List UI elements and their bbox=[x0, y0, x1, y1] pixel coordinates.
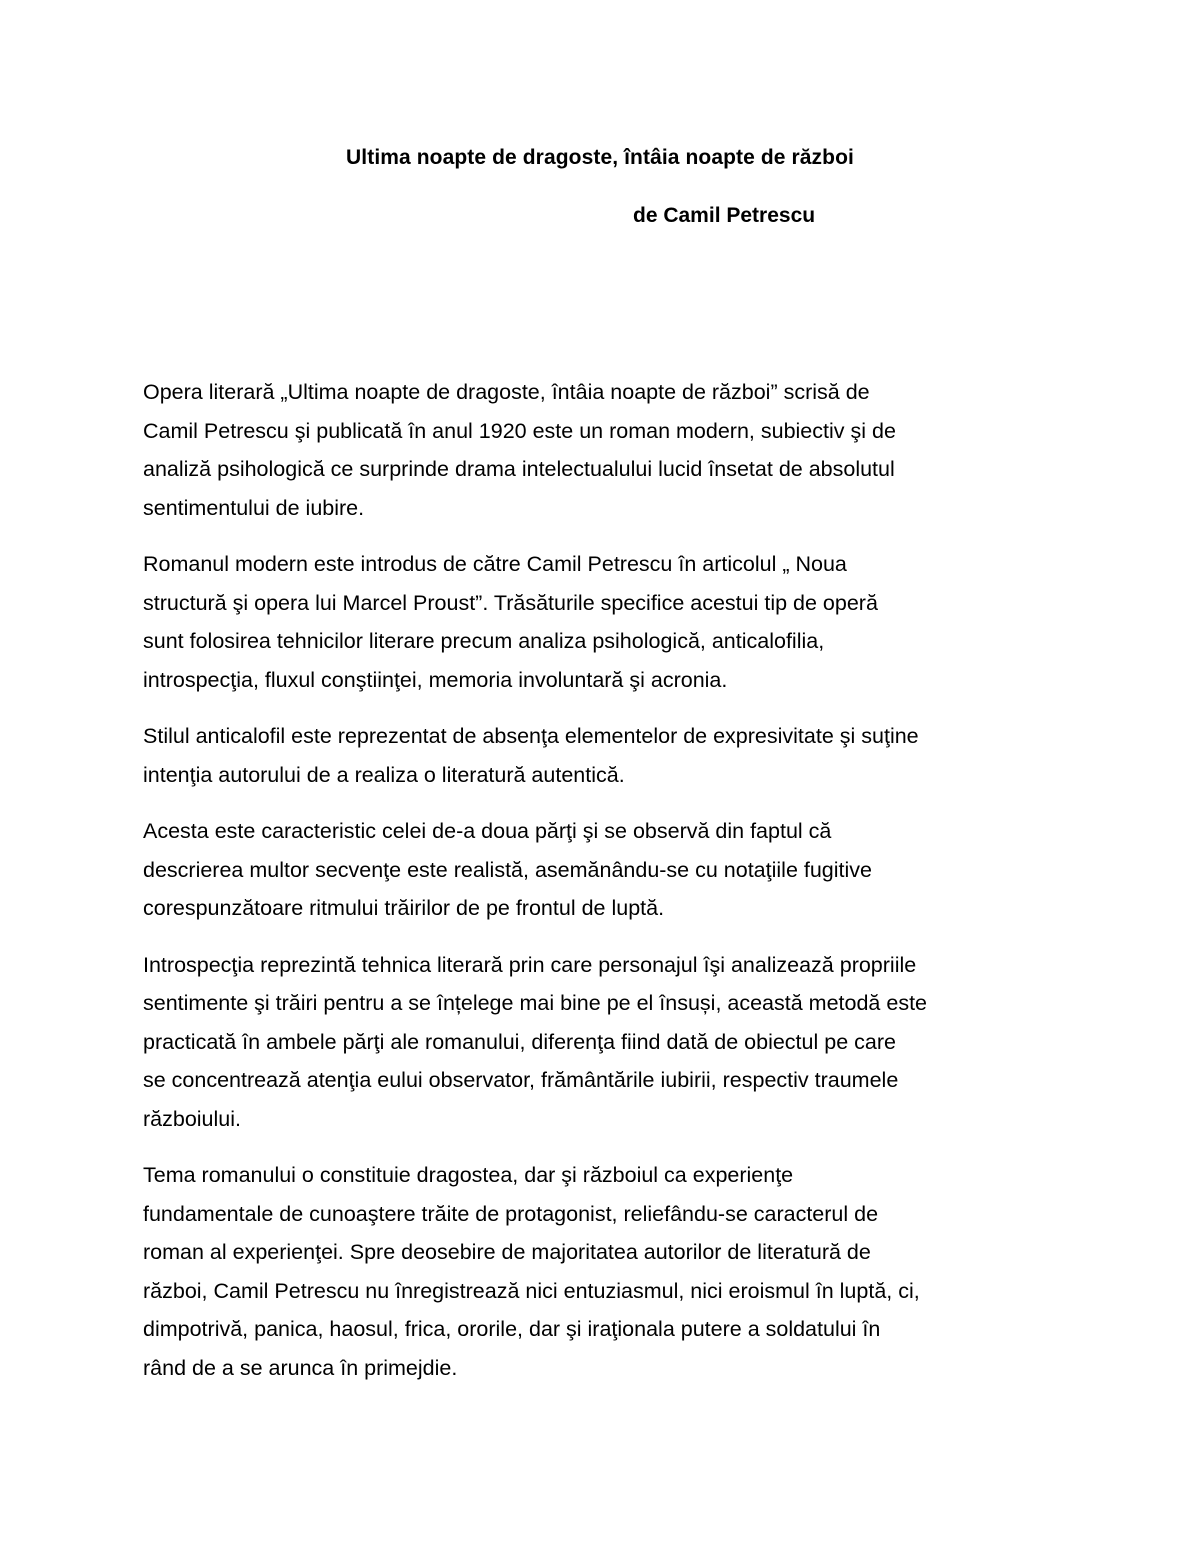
paragraph-line: roman al experienţei. Spre deosebire de majoritatea autorilor de literatură de bbox=[143, 1240, 871, 1264]
paragraph-line: fundamentale de cunoaştere trăite de protagonist, reliefându-se caracterul de bbox=[143, 1201, 879, 1226]
paragraph-6 bbox=[143, 1156, 1063, 1387]
paragraph-line: Acesta este caracteristic celei de-a doua părţi şi se observă din faptul că bbox=[143, 819, 832, 843]
document-title: Ultima noapte de dragoste, întâia noapte de război bbox=[346, 146, 854, 169]
paragraph-line: corespunzătoare ritmului trăirilor de pe frontul de luptă. bbox=[143, 896, 665, 920]
paragraph-line: războiului. bbox=[143, 1106, 241, 1131]
paragraph-line: sunt folosirea tehnicilor literare precum analiza psihologică, anticalofilia, bbox=[143, 629, 825, 653]
paragraph-line: dimpotrivă, panica, haosul, frica, ororile, dar şi iraţionala putere a soldatului în bbox=[143, 1317, 881, 1341]
paragraph-line: Opera literară „Ultima noapte de dragoste, întâia noapte de război” scrisă de bbox=[143, 380, 870, 404]
paragraph-line: analiză psihologică ce surprinde drama intelectualului lucid însetat de absolutul bbox=[143, 457, 895, 481]
paragraph-line: Stilul anticalofil este reprezentat de absenţa elementelor de expresivitate şi suţine bbox=[143, 724, 919, 748]
document-author: de Camil Petrescu bbox=[633, 204, 816, 227]
document-body bbox=[143, 373, 1063, 1405]
paragraph-line: război, Camil Petrescu nu înregistrează nici entuziasmul, nici eroismul în luptă, ci, bbox=[143, 1278, 920, 1303]
paragraph-line: structură şi opera lui Marcel Proust”. Trăsăturile specifice acestui tip de operă bbox=[143, 590, 878, 615]
paragraph-4 bbox=[143, 812, 1063, 928]
paragraph-line: sentimentului de iubire. bbox=[143, 495, 365, 520]
paragraph-5 bbox=[143, 946, 1063, 1139]
paragraph-line: se concentrează atenţia eului observator, frământările iubirii, respectiv traumele bbox=[143, 1068, 899, 1092]
paragraph-line: rând de a se arunca în primejdie. bbox=[143, 1355, 458, 1380]
paragraph-3 bbox=[143, 717, 1063, 794]
paragraph-line: descrierea multor secvenţe este realistă, asemănându-se cu notaţiile fugitive bbox=[143, 857, 872, 882]
paragraph-line: Camil Petrescu şi publicată în anul 1920 este un roman modern, subiectiv şi de bbox=[143, 418, 896, 443]
paragraph-line: practicată în ambele părţi ale romanului, diferenţa fiind dată de obiectul pe care bbox=[143, 1029, 896, 1054]
paragraph-line: sentimente şi trăiri pentru a se înțelege mai bine pe el însuși, această metodă este bbox=[143, 991, 927, 1015]
paragraph-line: Romanul modern este introdus de către Camil Petrescu în articolul „ Noua bbox=[143, 552, 847, 576]
paragraph-1 bbox=[143, 373, 1063, 527]
paragraph-line: introspecţia, fluxul conştiinţei, memoria involuntară şi acronia. bbox=[143, 667, 728, 692]
paragraph-line: intenţia autorului de a realiza o literatură autentică. bbox=[143, 762, 625, 787]
paragraph-2 bbox=[143, 545, 1063, 699]
paragraph-line: Tema romanului o constituie dragostea, dar şi războiul ca experienţe bbox=[143, 1163, 794, 1187]
paragraph-line: Introspecţia reprezintă tehnica literară prin care personajul îşi analizează propriile bbox=[143, 952, 917, 977]
